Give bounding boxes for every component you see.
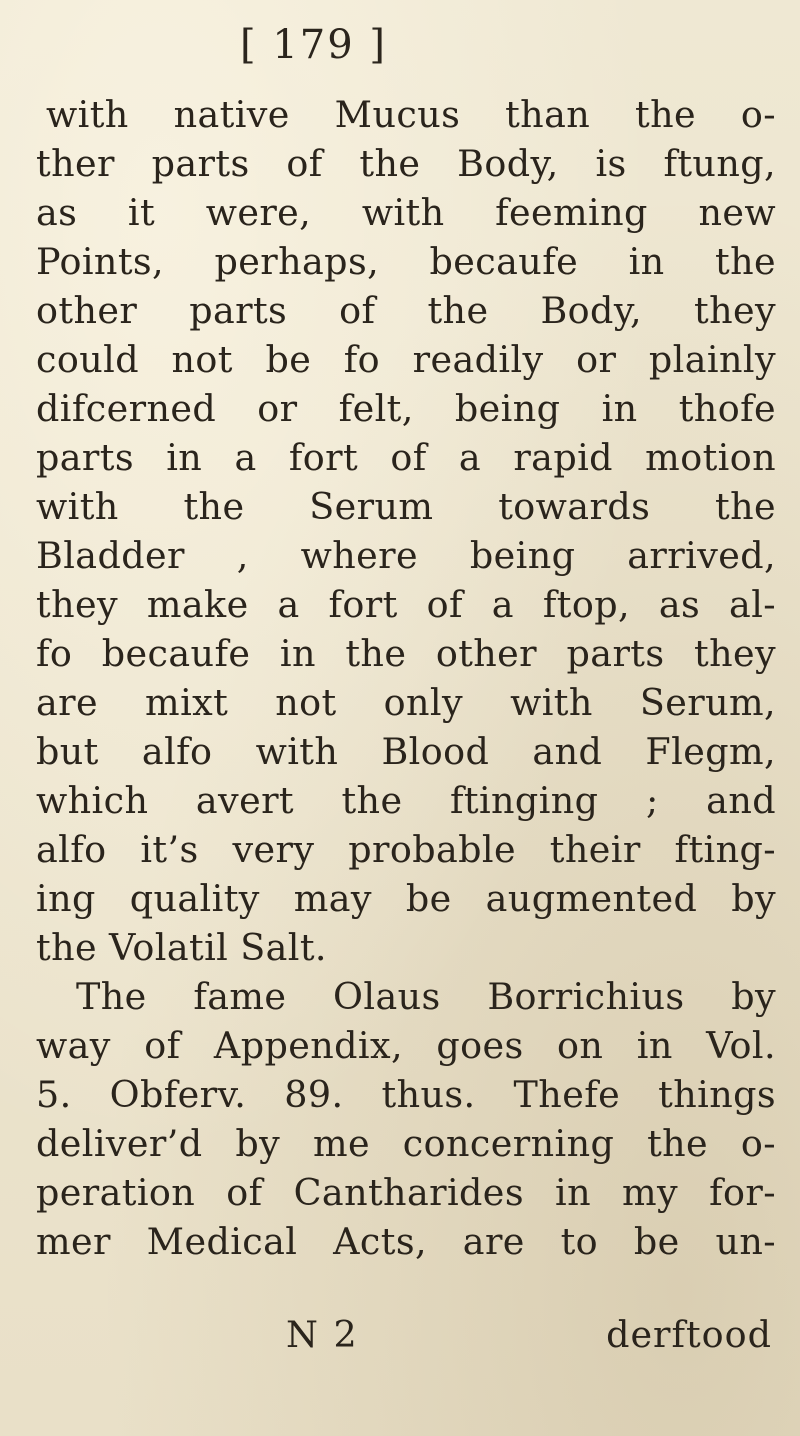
text-line-22: deliver’d by me concerning the o- (36, 1122, 776, 1165)
text-line-6: could not be fo readily or plainly (36, 338, 776, 381)
text-line-16: alfo it’s very probable their fting- (36, 828, 776, 871)
catchword: derftood (606, 1313, 772, 1356)
text-line-24: mer Medical Acts, are to be un- (36, 1220, 776, 1263)
text-line-17: ing quality may be augmented by (36, 877, 776, 920)
page-number: [ 179 ] (240, 22, 387, 68)
page-footer (36, 1310, 776, 1360)
text-line-19: The fame Olaus Borrichius by (76, 975, 776, 1018)
text-line-13: are mixt not only with Serum, (36, 681, 776, 724)
text-line-5: other parts of the Body, they (36, 289, 776, 332)
text-line-7: difcerned or felt, being in thofe (36, 387, 776, 430)
text-line-23: peration of Cantharides in my for- (36, 1171, 776, 1214)
text-line-8: parts in a fort of a rapid motion (36, 436, 776, 479)
text-line-4: Points, perhaps, becaufe in the (36, 240, 776, 283)
text-line-3: as it were, with feeming new (36, 191, 776, 234)
text-line-21: 5. Obferv. 89. thus. Thefe things (36, 1073, 776, 1116)
text-line-1: with native Mucus than the o- (46, 93, 776, 136)
text-line-12: fo becaufe in the other parts they (36, 632, 776, 675)
text-line-14: but alfo with Blood and Flegm, (36, 730, 776, 773)
signature-mark: N 2 (286, 1313, 359, 1356)
text-line-20: way of Appendix, goes on in Vol. (36, 1024, 776, 1067)
text-line-2: ther parts of the Body, is ftung, (36, 142, 776, 185)
text-line-15: which avert the ftinging ; and (36, 779, 776, 822)
text-line-11: they make a fort of a ftop, as al- (36, 583, 776, 626)
text-line-9: with the Serum towards the (36, 485, 776, 528)
text-line-18: the Volatil Salt. (36, 926, 327, 969)
body-text (36, 90, 776, 1266)
text-line-10: Bladder , where being arrived, (36, 534, 776, 577)
